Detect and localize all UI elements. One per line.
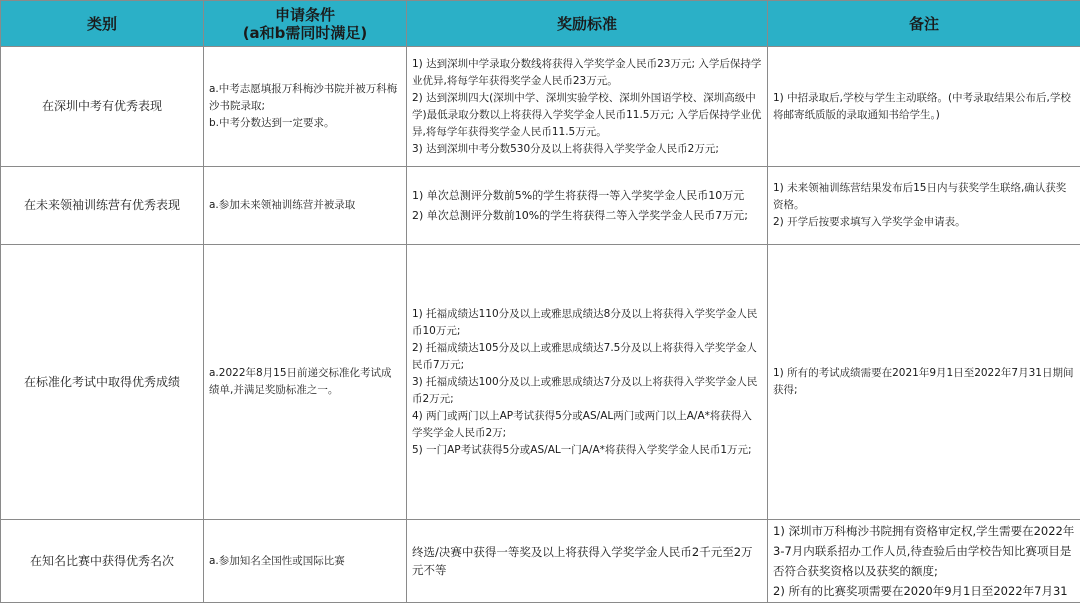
condition-line: b.中考分数达到一定要求。 [209, 115, 401, 132]
header-condition-title: 申请条件 [204, 6, 406, 24]
condition-cell [204, 47, 407, 167]
reward-line: 4) 两门或两门以上AP考试获得5分或AS/AL两门或两门以上A/A*将获得入学奖学金人民币2万; [412, 408, 762, 442]
reward-line: 终选/决赛中获得一等奖及以上将获得入学奖学金人民币2千元至2万元不等 [412, 543, 762, 579]
note-line: 1) 深圳市万科梅沙书院拥有资格审定权,学生需要在2022年3-7月内联系招办工作人员,待查验后由学校告知比赛项目是否符合获奖资格以及获奖的额度; [773, 521, 1075, 581]
reward-line: 1) 托福成绩达110分及以上或雅思成绩达8分及以上将获得入学奖学金人民币10万元; [412, 306, 762, 340]
reward-line: 5) 一门AP考试获得5分或AS/AL一门A/A*将获得入学奖学金人民币1万元; [412, 442, 762, 459]
note-line: 1) 中招录取后,学校与学生主动联络。(中考录取结果公布后,学校将邮寄纸质版的录取通知书给学生。) [773, 90, 1075, 124]
table-row [1, 167, 1080, 245]
reward-cell [407, 520, 768, 603]
reward-line: 3) 达到深圳中考分数530分及以上将获得入学奖学金人民币2万元; [412, 141, 762, 158]
table-row [1, 47, 1080, 167]
header-category: 类别 [1, 1, 204, 47]
reward-cell [407, 167, 768, 245]
category-cell: 在未来领袖训练营有优秀表现 [1, 167, 204, 245]
note-cell [768, 167, 1080, 245]
reward-line: 1) 单次总测评分数前5%的学生将获得一等入学奖学金人民币10万元 [412, 186, 762, 206]
reward-line: 3) 托福成绩达100分及以上或雅思成绩达7分及以上将获得入学奖学金人民币2万元; [412, 374, 762, 408]
reward-line: 2) 单次总测评分数前10%的学生将获得二等入学奖学金人民币7万元; [412, 206, 762, 226]
header-row [1, 1, 1080, 47]
reward-cell [407, 245, 768, 520]
condition-cell [204, 167, 407, 245]
condition-cell [204, 520, 407, 603]
category-cell: 在标准化考试中取得优秀成绩 [1, 245, 204, 520]
reward-line: 1) 达到深圳中学录取分数线将获得入学奖学金人民币23万元; 入学后保持学业优异,将每学年获得奖学金人民币23万元。 [412, 56, 762, 90]
condition-line: a.2022年8月15日前递交标准化考试成绩单,并满足奖励标准之一。 [209, 365, 401, 399]
note-line: 1) 未来领袖训练营结果发布后15日内与获奖学生联络,确认获奖资格。 [773, 180, 1075, 214]
reward-line: 2) 托福成绩达105分及以上或雅思成绩达7.5分及以上将获得入学奖学金人民币7万元; [412, 340, 762, 374]
header-condition-subtitle: (a和b需同时满足) [204, 24, 406, 42]
reward-cell [407, 47, 768, 167]
category-cell: 在深圳中考有优秀表现 [1, 47, 204, 167]
note-cell [768, 520, 1080, 603]
table-row [1, 520, 1080, 603]
note-line: 2) 开学后按要求填写入学奖学金申请表。 [773, 214, 1075, 231]
header-condition [204, 1, 407, 47]
note-line: 2) 所有的比赛奖项需要在2020年9月1日至2022年7月31 [773, 581, 1075, 601]
header-reward: 奖励标准 [407, 1, 768, 47]
note-cell [768, 47, 1080, 167]
condition-line: a.中考志愿填报万科梅沙书院并被万科梅沙书院录取; [209, 81, 401, 115]
header-note: 备注 [768, 1, 1080, 47]
reward-line: 2) 达到深圳四大(深圳中学、深圳实验学校、深圳外国语学校、深圳高级中学)最低录取分数以上将获得入学奖学金人民币11.5万元; 入学后保持学业优异,将每学年获得奖学金人民币11.5万元。 [412, 90, 762, 141]
note-cell [768, 245, 1080, 520]
note-line: 1) 所有的考试成绩需要在2021年9月1日至2022年7月31日期间获得; [773, 365, 1075, 399]
category-cell: 在知名比赛中获得优秀名次 [1, 520, 204, 603]
condition-line: a.参加未来领袖训练营并被录取 [209, 197, 401, 214]
condition-cell [204, 245, 407, 520]
table-row [1, 245, 1080, 520]
condition-line: a.参加知名全国性或国际比赛 [209, 553, 401, 570]
